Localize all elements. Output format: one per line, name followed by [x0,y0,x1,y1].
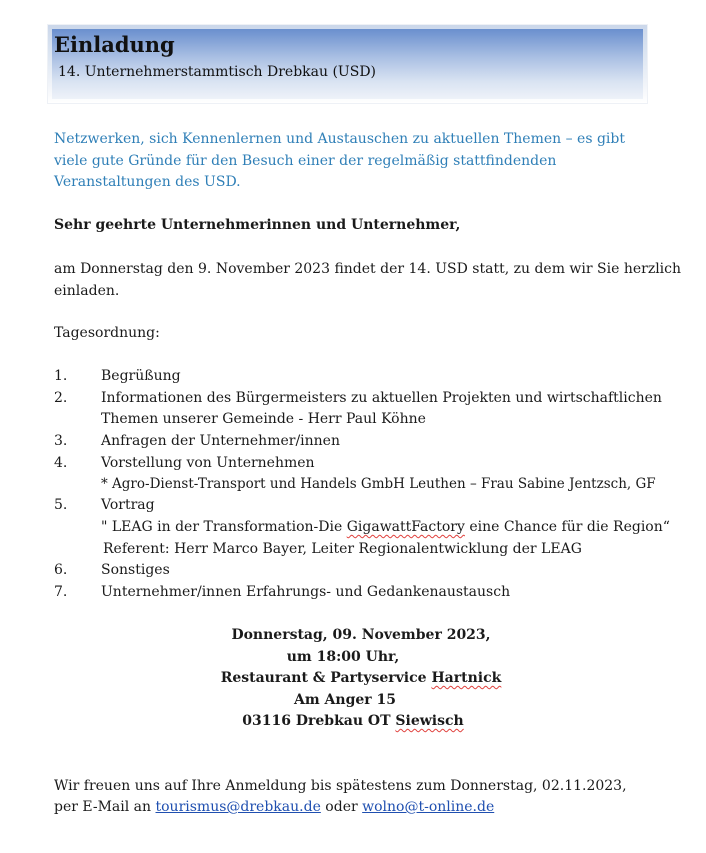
talk-title-spellcheck-word: GigawattFactory [346,519,465,535]
agenda-subitem-talk [101,519,670,535]
document-title: Einladung [54,32,175,57]
agenda-subitem: * Agro-Dienst-Transport und Handels GmbH Leuthen – Frau Sabine Jentzsch, GF [101,476,656,492]
talk-title-part: eine Chance für die Region“ [464,519,670,535]
agenda-number: 6. [54,562,68,578]
closing-prefix: per E-Mail an [54,799,156,815]
agenda-item: Sonstiges [101,562,170,578]
venue-name: Restaurant & Partyservice [220,670,432,686]
agenda-item: Begrüßung [101,368,181,384]
email-link-tourismus[interactable]: tourismus@drebkau.de [155,799,321,815]
invitation-line-2: einladen. [54,283,120,299]
city-name: 03116 Drebkau OT [242,713,396,729]
event-date: Donnerstag, 09. November 2023, [231,627,491,643]
agenda-number: 7. [54,584,68,600]
agenda-number: 3. [54,433,68,449]
agenda-number: 5. [54,497,68,513]
event-city [0,713,706,729]
closing-line-2 [54,799,494,815]
agenda-item-continued: Themen unserer Gemeinde - Herr Paul Köhne [101,411,426,427]
agenda-item: Informationen des Bürgermeisters zu aktuellen Projekten und wirtschaftlichen [101,390,662,406]
closing-or: oder [320,799,363,815]
email-link-wolno[interactable]: wolno@t-online.de [362,799,495,815]
venue-name-spellcheck-word: Hartnick [431,670,502,686]
agenda-item: Unternehmer/innen Erfahrungs- und Gedankenaustausch [101,584,511,600]
agenda-item: Vorstellung von Unternehmen [101,455,315,471]
salutation: Sehr geehrte Unternehmerinnen und Unternehmer, [54,217,461,233]
agenda-subitem-speaker: Referent: Herr Marco Bayer, Leiter Regionalentwicklung der LEAG [103,541,582,557]
agenda-item: Vortrag [101,497,155,513]
agenda-number: 2. [54,390,68,406]
agenda-item: Anfragen der Unternehmer/innen [101,433,340,449]
talk-title-part: " LEAG in der Transformation-Die [101,519,347,535]
closing-line-1: Wir freuen uns auf Ihre Anmeldung bis spätestens zum Donnerstag, 02.11.2023, [54,778,627,794]
agenda-number: 1. [54,368,68,384]
intro-paragraph: Netzwerken, sich Kennenlernen und Austauschen zu aktuellen Themen – es gibt viele gute Gründe für den Besuch einer der regelmäßig stattfindenden Veranstaltungen des USD. [54,131,625,190]
city-spellcheck-word: Siewisch [395,713,464,729]
document-subtitle: 14. Unternehmerstammtisch Drebkau (USD) [58,64,377,80]
event-street: Am Anger 15 [293,692,397,708]
event-venue [8,670,706,686]
event-time: um 18:00 Uhr, [286,649,400,665]
invitation-line-1: am Donnerstag den 9. November 2023 findet der 14. USD statt, zu dem wir Sie herzlich [54,261,682,277]
agenda-title: Tagesordnung: [54,325,160,341]
agenda-number: 4. [54,455,68,471]
